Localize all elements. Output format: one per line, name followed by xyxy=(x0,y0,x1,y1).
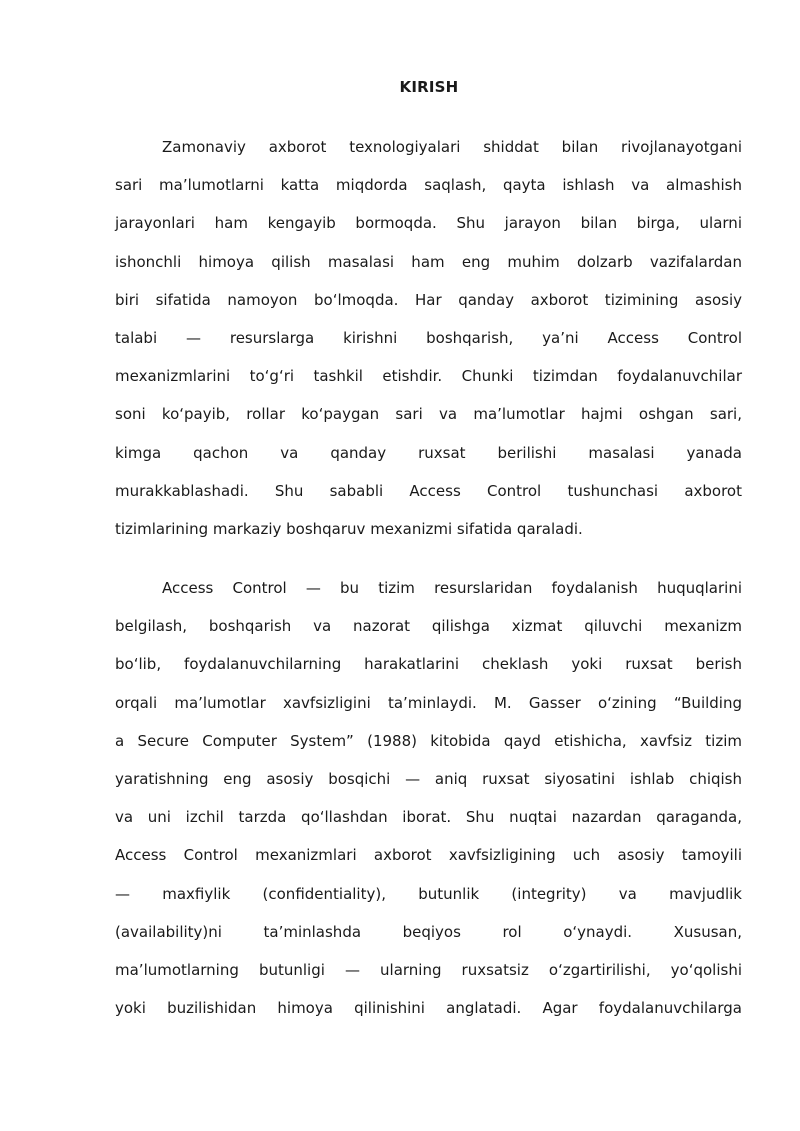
page-title: KIRISH xyxy=(399,78,459,96)
text-line: sari ma’lumotlarni katta miqdorda saqlash, qayta ishlash va almashish xyxy=(115,176,742,195)
text-line: orqali ma’lumotlar xavfsizligini ta’minlaydi. M. Gasser o‘zining “Building xyxy=(115,693,742,712)
text-line: — maxfiylik (confidentiality), butunlik (integrity) va mavjudlik xyxy=(115,884,742,903)
text-line: a Secure Computer System” (1988) kitobida qayd etishicha, xavfsiz tizim xyxy=(115,731,742,750)
text-line: mexanizmlarini to‘g‘ri tashkil etishdir. Chunki tizimdan foydalanuvchilar xyxy=(115,367,742,386)
text-line: va uni izchil tarzda qo‘llashdan iborat. Shu nuqtai nazardan qaraganda, xyxy=(115,808,742,827)
text-line: (availability)ni ta’minlashda beqiyos rol o‘ynaydi. Xususan, xyxy=(115,922,742,941)
text-line: Access Control mexanizmlari axborot xavfsizligining uch asosiy tamoyili xyxy=(115,846,742,865)
text-line: soni ko‘payib, rollar ko‘paygan sari va ma’lumotlar hajmi oshgan sari, xyxy=(115,405,742,424)
text-line: belgilash, boshqarish va nazorat qilishga xizmat qiluvchi mexanizm xyxy=(115,617,742,636)
text-line: murakkablashadi. Shu sababli Access Control tushunchasi axborot xyxy=(115,481,742,500)
text-line: biri sifatida namoyon bo‘lmoqda. Har qanday axborot tizimining asosiy xyxy=(115,290,742,309)
text-line: kimga qachon va qanday ruxsat berilishi masalasi yanada xyxy=(115,443,742,462)
text-line: ma’lumotlarning butunligi — ularning ruxsatsiz o‘zgartirilishi, yo‘qolishi xyxy=(115,960,742,979)
text-line: jarayonlari ham kengayib bormoqda. Shu jarayon bilan birga, ularni xyxy=(115,214,742,233)
text-line: Zamonaviy axborot texnologiyalari shiddat bilan rivojlanayotgani xyxy=(162,138,742,156)
text-line: ishonchli himoya qilish masalasi ham eng muhim dolzarb vazifalardan xyxy=(115,252,742,271)
paragraph-access-control xyxy=(115,569,742,1027)
text-line: Access Control — bu tizim resurslaridan foydalanish huquqlarini xyxy=(162,579,742,597)
text-line: yaratishning eng asosiy bosqichi — aniq ruxsat siyosatini ishlab chiqish xyxy=(115,769,742,788)
text-line: talabi — resurslarga kirishni boshqarish, ya’ni Access Control xyxy=(115,328,742,347)
paragraph-intro xyxy=(115,128,742,548)
text-line: yoki buzilishidan himoya qilinishini anglatadi. Agar foydalanuvchilarga xyxy=(115,999,742,1018)
text-line: bo‘lib, foydalanuvchilarning harakatlarini cheklash yoki ruxsat berish xyxy=(115,655,742,674)
text-line: tizimlarining markaziy boshqaruv mexanizmi sifatida qaraladi. xyxy=(115,519,583,538)
